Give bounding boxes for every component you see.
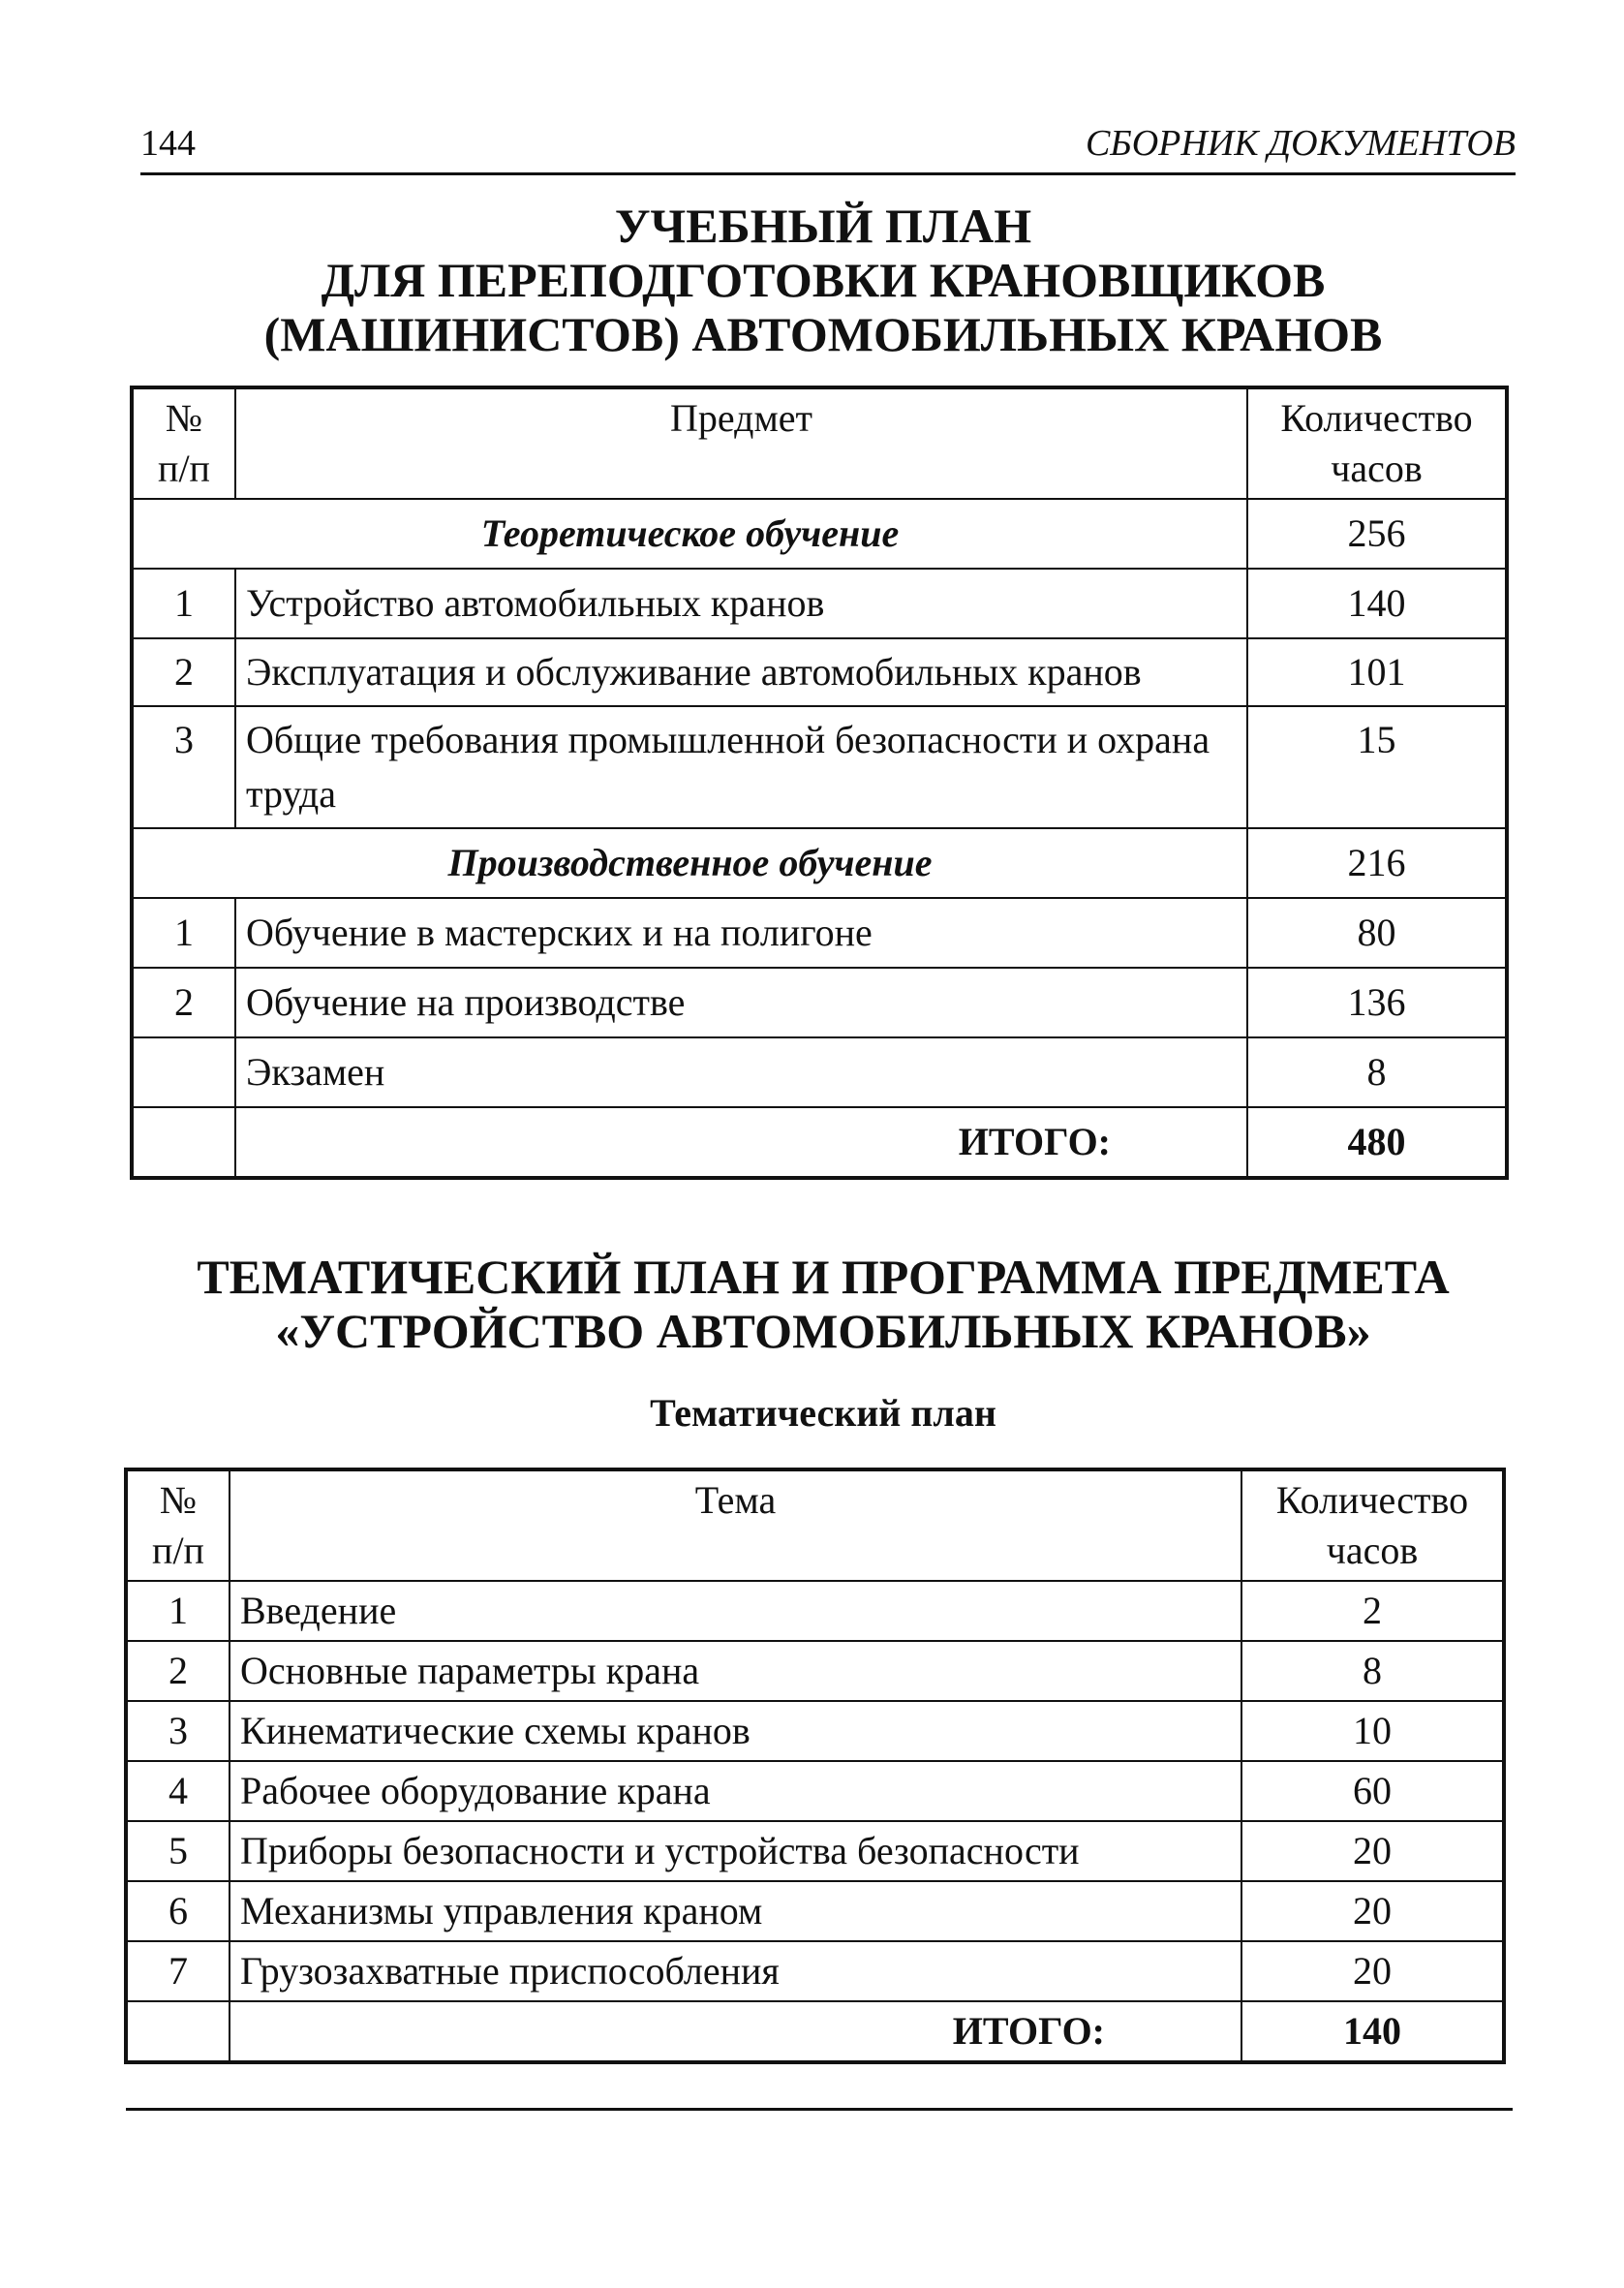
row-number: 1 — [132, 898, 235, 968]
total-row — [126, 2001, 1504, 2062]
row-hours: 2 — [1241, 1581, 1504, 1641]
col-header-hours-line2: часов — [1326, 1529, 1419, 1572]
row-topic: Кинематические схемы кранов — [230, 1701, 1241, 1761]
section-hours: 256 — [1247, 499, 1507, 569]
col-header-number-line2: п/п — [152, 1529, 204, 1572]
row-hours: 10 — [1241, 1701, 1504, 1761]
plan-title-line: (МАШИНИСТОВ) АВТОМОБИЛЬНЫХ КРАНОВ — [263, 307, 1383, 361]
section-row-theory — [132, 499, 1507, 569]
table-row — [132, 1037, 1507, 1107]
row-hours: 140 — [1247, 569, 1507, 638]
thematic-subtitle: Тематический план — [650, 1391, 996, 1435]
running-head: СБОРНИК ДОКУМЕНТОВ — [1085, 123, 1516, 164]
row-number: 2 — [126, 1641, 230, 1701]
row-number: 5 — [126, 1821, 230, 1881]
row-hours: 20 — [1241, 1821, 1504, 1881]
row-subject: Устройство автомобильных кранов — [235, 569, 1247, 638]
plan-title — [136, 199, 1511, 361]
row-number: 2 — [132, 968, 235, 1037]
table-header-row — [126, 1469, 1504, 1581]
table-row — [126, 1881, 1504, 1941]
plan-title-line: ДЛЯ ПЕРЕПОДГОТОВКИ КРАНОВЩИКОВ — [321, 253, 1326, 307]
section-label: Производственное обучение — [132, 828, 1247, 898]
row-topic: Механизмы управления краном — [230, 1881, 1241, 1941]
col-header-subject: Предмет — [235, 387, 1247, 499]
thematic-table — [124, 1468, 1506, 2064]
total-row — [132, 1107, 1507, 1178]
table-row — [132, 898, 1507, 968]
total-value: 480 — [1247, 1107, 1507, 1178]
section-label: Теоретическое обучение — [132, 499, 1247, 569]
row-subject: Эксплуатация и обслуживание автомобильных кранов — [235, 638, 1247, 706]
row-hours: 20 — [1241, 1881, 1504, 1941]
row-hours: 80 — [1247, 898, 1507, 968]
row-hours: 136 — [1247, 968, 1507, 1037]
col-header-hours-line1: Количество — [1275, 1478, 1469, 1522]
total-empty-cell — [126, 2001, 230, 2062]
table-row — [126, 1941, 1504, 2001]
row-number: 7 — [126, 1941, 230, 2001]
row-number: 3 — [126, 1701, 230, 1761]
table-row — [126, 1581, 1504, 1641]
page-header — [140, 114, 1516, 175]
row-topic: Основные параметры крана — [230, 1641, 1241, 1701]
col-header-number-line2: п/п — [158, 447, 210, 490]
row-subject: Обучение на производстве — [235, 968, 1247, 1037]
row-hours: 8 — [1247, 1037, 1507, 1107]
thematic-title-line: ТЕМАТИЧЕСКИЙ ПЛАН И ПРОГРАММА ПРЕДМЕТА — [197, 1250, 1450, 1304]
section-hours: 216 — [1247, 828, 1507, 898]
total-label: ИТОГО: — [235, 1107, 1247, 1178]
row-subject: Общие требования промышленной безопасности и охрана труда — [235, 706, 1247, 828]
col-header-number-line1: № — [165, 396, 203, 440]
table-row — [132, 706, 1507, 828]
row-topic: Введение — [230, 1581, 1241, 1641]
total-empty-cell — [132, 1107, 235, 1178]
col-header-topic: Тема — [230, 1469, 1241, 1581]
page-number: 144 — [140, 123, 196, 164]
row-number: 2 — [132, 638, 235, 706]
table-row — [126, 1761, 1504, 1821]
table-row — [132, 968, 1507, 1037]
row-hours: 60 — [1241, 1761, 1504, 1821]
row-number: 1 — [132, 569, 235, 638]
row-number: 6 — [126, 1881, 230, 1941]
col-header-number — [132, 387, 235, 499]
col-header-number-line1: № — [159, 1478, 198, 1522]
row-hours: 101 — [1247, 638, 1507, 706]
table-row — [126, 1641, 1504, 1701]
section-row-practice — [132, 828, 1507, 898]
row-topic: Рабочее оборудование крана — [230, 1761, 1241, 1821]
table-row — [126, 1821, 1504, 1881]
row-hours: 20 — [1241, 1941, 1504, 2001]
table-row — [126, 1701, 1504, 1761]
row-hours: 15 — [1247, 706, 1507, 828]
row-hours: 8 — [1241, 1641, 1504, 1701]
table-row — [132, 569, 1507, 638]
row-number: 1 — [126, 1581, 230, 1641]
curriculum-table — [130, 386, 1509, 1180]
total-value: 140 — [1241, 2001, 1504, 2062]
row-topic: Приборы безопасности и устройства безопасности — [230, 1821, 1241, 1881]
col-header-hours — [1247, 387, 1507, 499]
row-number — [132, 1037, 235, 1107]
row-number: 3 — [132, 706, 235, 828]
row-number: 4 — [126, 1761, 230, 1821]
col-header-number — [126, 1469, 230, 1581]
thematic-title-line: «УСТРОЙСТВО АВТОМОБИЛЬНЫХ КРАНОВ» — [275, 1304, 1371, 1358]
row-subject: Экзамен — [235, 1037, 1247, 1107]
table-row — [132, 638, 1507, 706]
bottom-rule — [126, 2108, 1513, 2111]
total-label: ИТОГО: — [230, 2001, 1241, 2062]
thematic-title — [136, 1250, 1511, 1358]
row-topic: Грузозахватные приспособления — [230, 1941, 1241, 2001]
plan-title-line: УЧЕБНЫЙ ПЛАН — [614, 199, 1032, 253]
col-header-hours-line2: часов — [1331, 447, 1423, 490]
row-subject: Обучение в мастерских и на полигоне — [235, 898, 1247, 968]
col-header-hours — [1241, 1469, 1504, 1581]
col-header-hours-line1: Количество — [1280, 396, 1473, 440]
table-header-row — [132, 387, 1507, 499]
